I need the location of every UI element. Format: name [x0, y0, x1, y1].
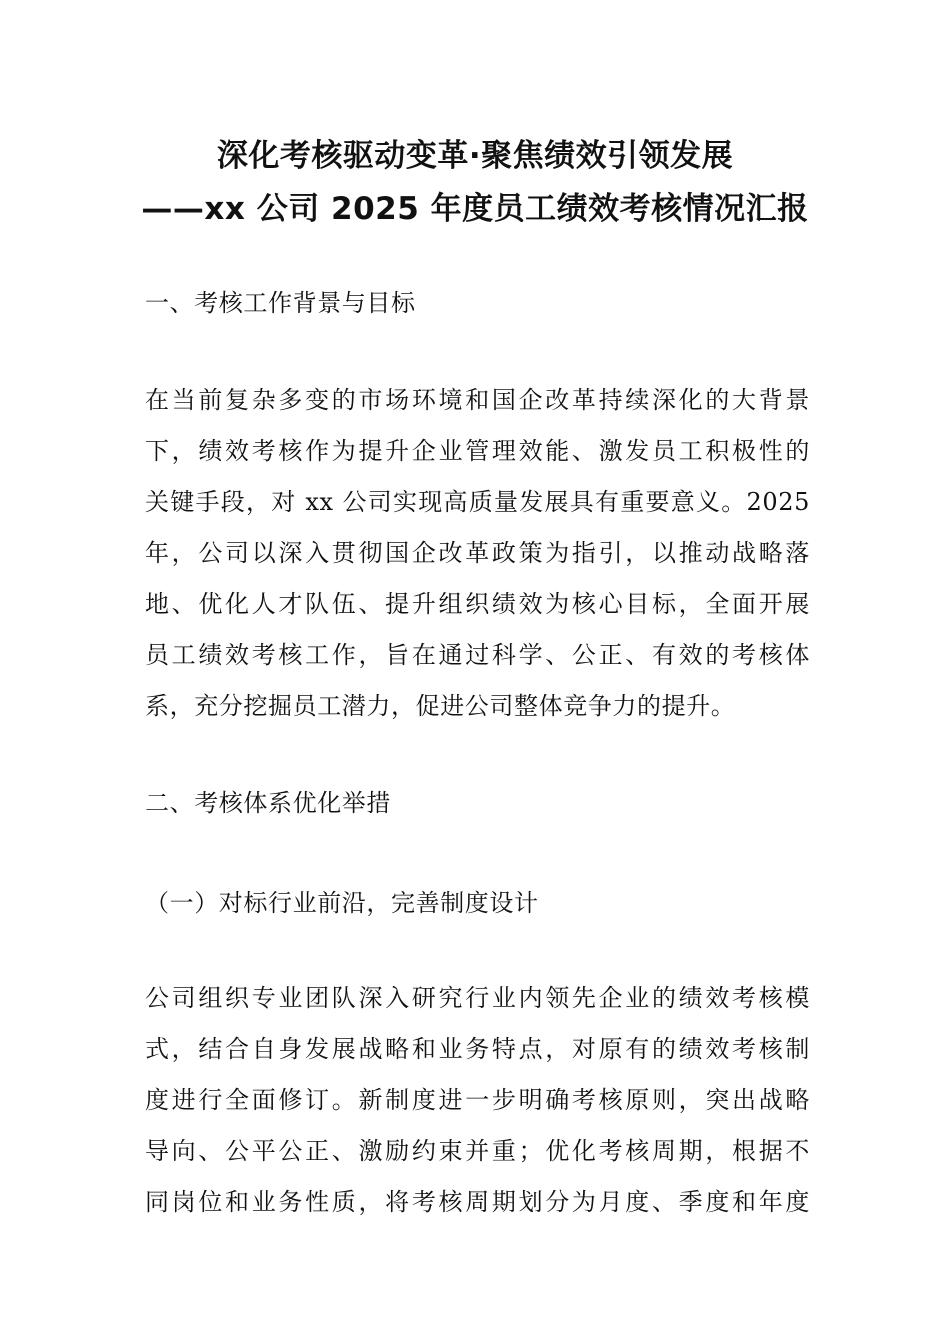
document-title: 深化考核驱动变革·聚焦绩效引领发展 [216, 138, 734, 174]
paragraph-line: 度进行全面修订。新制度进一步明确考核原则，突出战略 [145, 1086, 810, 1114]
paragraph-line: 同岗位和业务性质，将考核周期划分为月度、季度和年度 [145, 1188, 810, 1216]
paragraph-line: 公司组织专业团队深入研究行业内领先企业的绩效考核模 [145, 984, 810, 1012]
paragraph-line: 导向、公平公正、激励约束并重；优化考核周期，根据不 [145, 1137, 810, 1165]
paragraph-line: 地、优化人才队伍、提升组织绩效为核心目标，全面开展 [145, 590, 810, 618]
section2-subheading: （一）对标行业前沿，完善制度设计 [145, 889, 539, 917]
paragraph-line: 关键手段，对 xx 公司实现高质量发展具有重要意义。2025 [145, 488, 810, 516]
document-subtitle: ——xx 公司 2025 年度员工绩效考核情况汇报 [141, 191, 809, 227]
section1-heading: 一、考核工作背景与目标 [145, 289, 416, 317]
paragraph-line: 系，充分挖掘员工潜力，促进公司整体竞争力的提升。 [145, 692, 736, 720]
paragraph-line: 员工绩效考核工作，旨在通过科学、公正、有效的考核体 [145, 641, 810, 669]
paragraph-line: 在当前复杂多变的市场环境和国企改革持续深化的大背景 [145, 386, 810, 414]
paragraph-line: 年，公司以深入贯彻国企改革政策为指引，以推动战略落 [145, 539, 810, 567]
section1-paragraph [145, 375, 810, 732]
paragraph-line: 下，绩效考核作为提升企业管理效能、激发员工积极性的 [145, 437, 810, 465]
section2-heading: 二、考核体系优化举措 [145, 789, 391, 817]
paragraph-line: 式，结合自身发展战略和业务特点，对原有的绩效考核制 [145, 1035, 810, 1063]
section2-paragraph [145, 973, 810, 1228]
